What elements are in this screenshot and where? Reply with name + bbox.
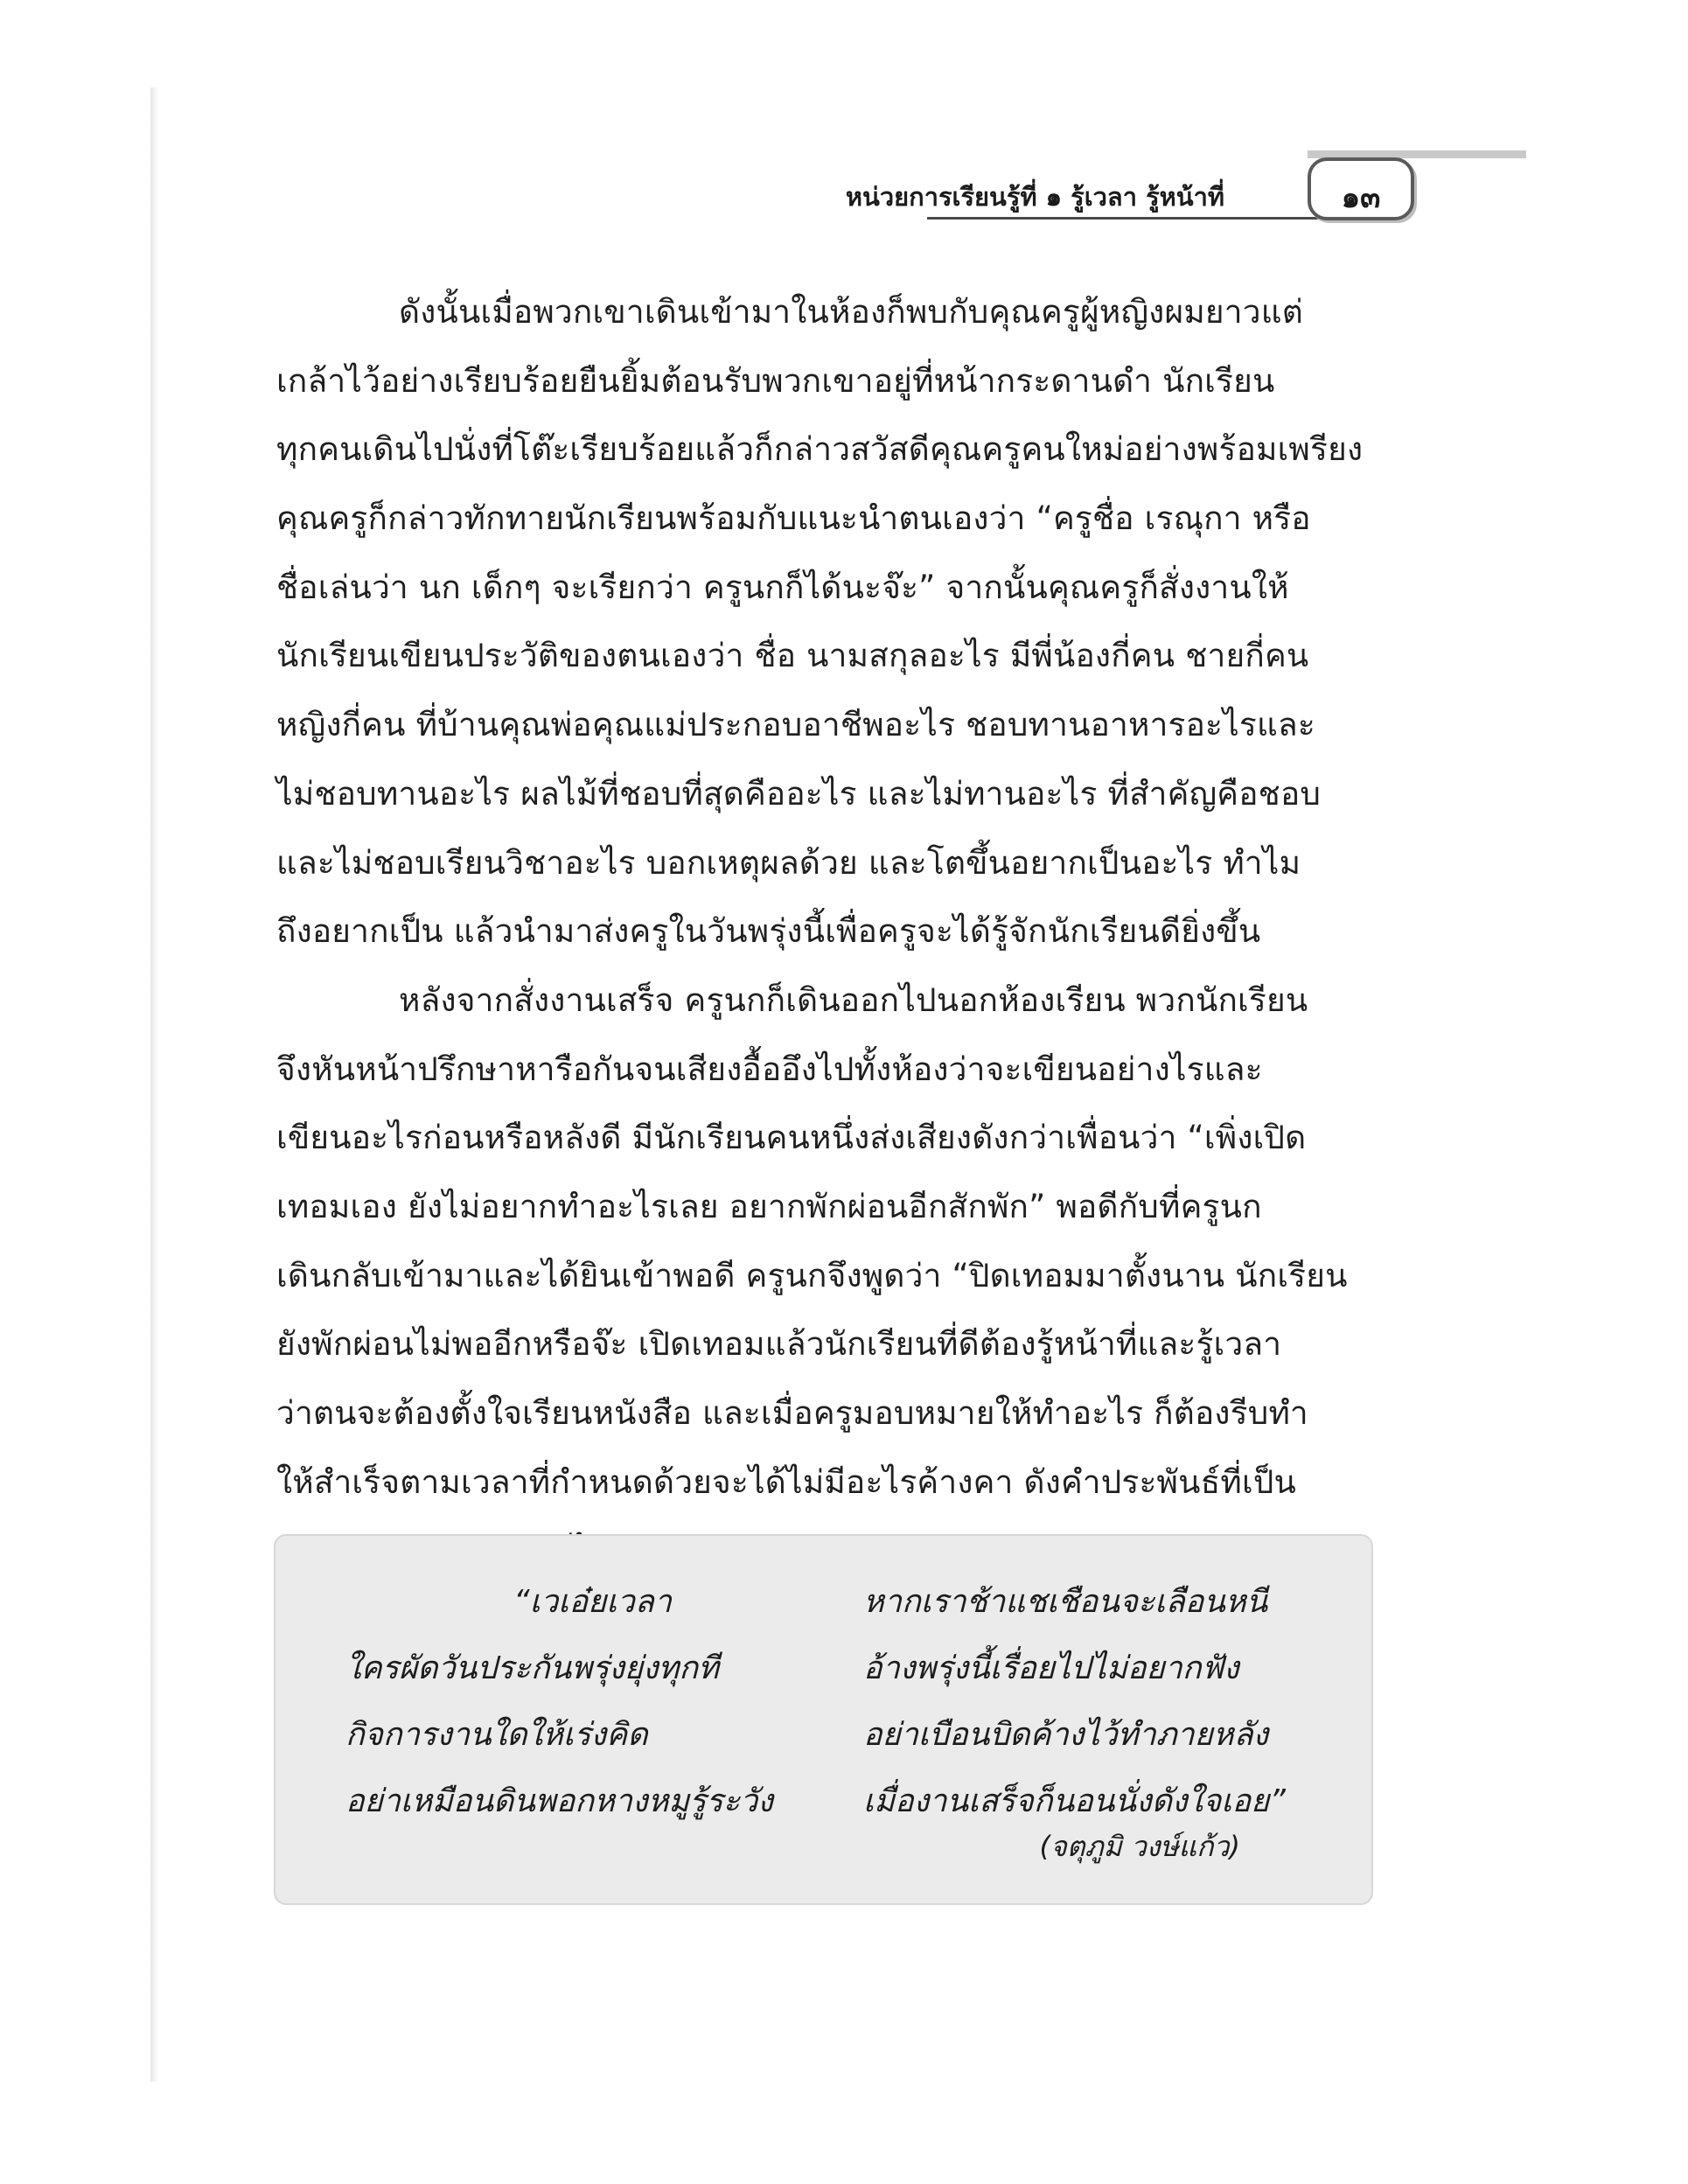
body-text: [276, 278, 1370, 1586]
paragraph-line: ให้สำเร็จตามเวลาที่กำหนดด้วยจะได้ไม่มีอะไรค้างคา ดังคำประพันธ์ที่เป็น: [276, 1462, 1297, 1501]
paragraph-line: ยังพักผ่อนไม่พออีกหรือจ๊ะ เปิดเทอมแล้วนักเรียนที่ดีต้องรู้หน้าที่และรู้เวลา: [276, 1325, 1282, 1364]
header-rule-bottom: [927, 217, 1378, 220]
paragraph-line: และไม่ชอบเรียนวิชาอะไร บอกเหตุผลด้วย และโตขึ้นอยากเป็นอะไร ทำไม: [276, 843, 1301, 882]
poem-box: [274, 1534, 1373, 1905]
paragraph-line: หญิงกี่คน ที่บ้านคุณพ่อคุณแม่ประกอบอาชีพอะไร ชอบทานอาหารอะไรและ: [276, 706, 1316, 744]
paragraph-line: ว่าตนจะต้องตั้งใจเรียนหนังสือ และเมื่อครูมอบหมายให้ทำอะไร ก็ต้องรีบทำ: [276, 1394, 1308, 1432]
page-header: [845, 147, 1526, 226]
paragraph-line: เดินกลับเข้ามาและได้ยินเข้าพอดี ครูนกจึงพูดว่า “ปิดเทอมมาตั้งนาน นักเรียน: [276, 1256, 1348, 1294]
page-number: ๑๓: [1341, 180, 1381, 215]
poem-author: (จตุภูมิ วงษ์แก้ว): [1039, 1830, 1240, 1863]
paragraph-line: ดังนั้นเมื่อพวกเขาเดินเข้ามาในห้องก็พบกับคุณครูผู้หญิงผมยาวแต่: [399, 293, 1304, 331]
poem-line-right-2: อ้างพรุ่งนี้เรื่อยไปไม่อยากฟัง: [863, 1650, 1239, 1686]
paragraph-line: ชื่อเล่นว่า นก เด็กๆ จะเรียกว่า ครูนกก็ได้นะจ๊ะ” จากนั้นคุณครูก็สั่งงานให้: [276, 568, 1289, 606]
poem-line-right-1: หากเราช้าแชเชือนจะเลือนหนี: [863, 1584, 1268, 1620]
poem-line-right-3: อย่าเบือนบิดค้างไว้ทำภายหลัง: [863, 1717, 1269, 1753]
paragraph-line: จึงหันหน้าปรึกษาหารือกันจนเสียงอื้ออึงไปทั้งห้องว่าจะเขียนอย่างไรและ: [276, 1050, 1263, 1088]
paragraph-line: ถึงอยากเป็น แล้วนำมาส่งครูในวันพรุ่งนี้เพื่อครูจะได้รู้จักนักเรียนดียิ่งขึ้น: [276, 912, 1261, 951]
poem-line-right-4: เมื่องานเสร็จก็นอนนั่งดังใจเอย”: [863, 1783, 1286, 1819]
page-number-box: [1308, 157, 1414, 220]
paragraph-line: เขียนอะไรก่อนหรือหลังดี มีนักเรียนคนหนึ่งส่งเสียงดังกว่าเพื่อนว่า “เพิ่งเปิด: [276, 1119, 1307, 1157]
paragraph-line: นักเรียนเขียนประวัติของตนเองว่า ชื่อ นามสกุลอะไร มีพี่น้องกี่คน ชายกี่คน: [276, 637, 1309, 675]
paragraph-line: หลังจากสั่งงานเสร็จ ครูนกก็เดินออกไปนอกห้องเรียน พวกนักเรียน: [399, 980, 1308, 1019]
page-edge-shadow: [150, 87, 159, 2082]
poem-line-left-3: กิจการงานใดให้เร่งคิด: [345, 1717, 648, 1753]
poem-line-left-1: “เวเอ๋ยเวลา: [513, 1584, 672, 1620]
paragraph-line: คุณครูก็กล่าวทักทายนักเรียนพร้อมกับแนะนำตนเองว่า “ครูชื่อ เรณุกา หรือ: [276, 499, 1311, 538]
header-title: หน่วยการเรียนรู้ที่ ๑ รู้เวลา รู้หน้าที่: [845, 182, 1224, 212]
poem-line-left-2: ใครผัดวันประกันพรุ่งยุ่งทุกที: [345, 1650, 719, 1686]
paragraph-line: เกล้าไว้อย่างเรียบร้อยยืนยิ้มต้อนรับพวกเขาอยู่ที่หน้ากระดานดำ นักเรียน: [276, 361, 1275, 400]
paragraph-line: ทุกคนเดินไปนั่งที่โต๊ะเรียบร้อยแล้วก็กล่าวสวัสดีคุณครูคนใหม่อย่างพร้อมเพรียง: [276, 430, 1364, 469]
paragraph-line: เทอมเอง ยังไม่อยากทำอะไรเลย อยากพักผ่อนอีกสักพัก” พอดีกับที่ครูนก: [276, 1187, 1262, 1225]
paragraph-line: ไม่ชอบทานอะไร ผลไม้ที่ชอบที่สุดคืออะไร และไม่ทานอะไร ที่สำคัญคือชอบ: [276, 774, 1322, 813]
poem-line-left-4: อย่าเหมือนดินพอกหางหมูรู้ระวัง: [345, 1783, 773, 1819]
